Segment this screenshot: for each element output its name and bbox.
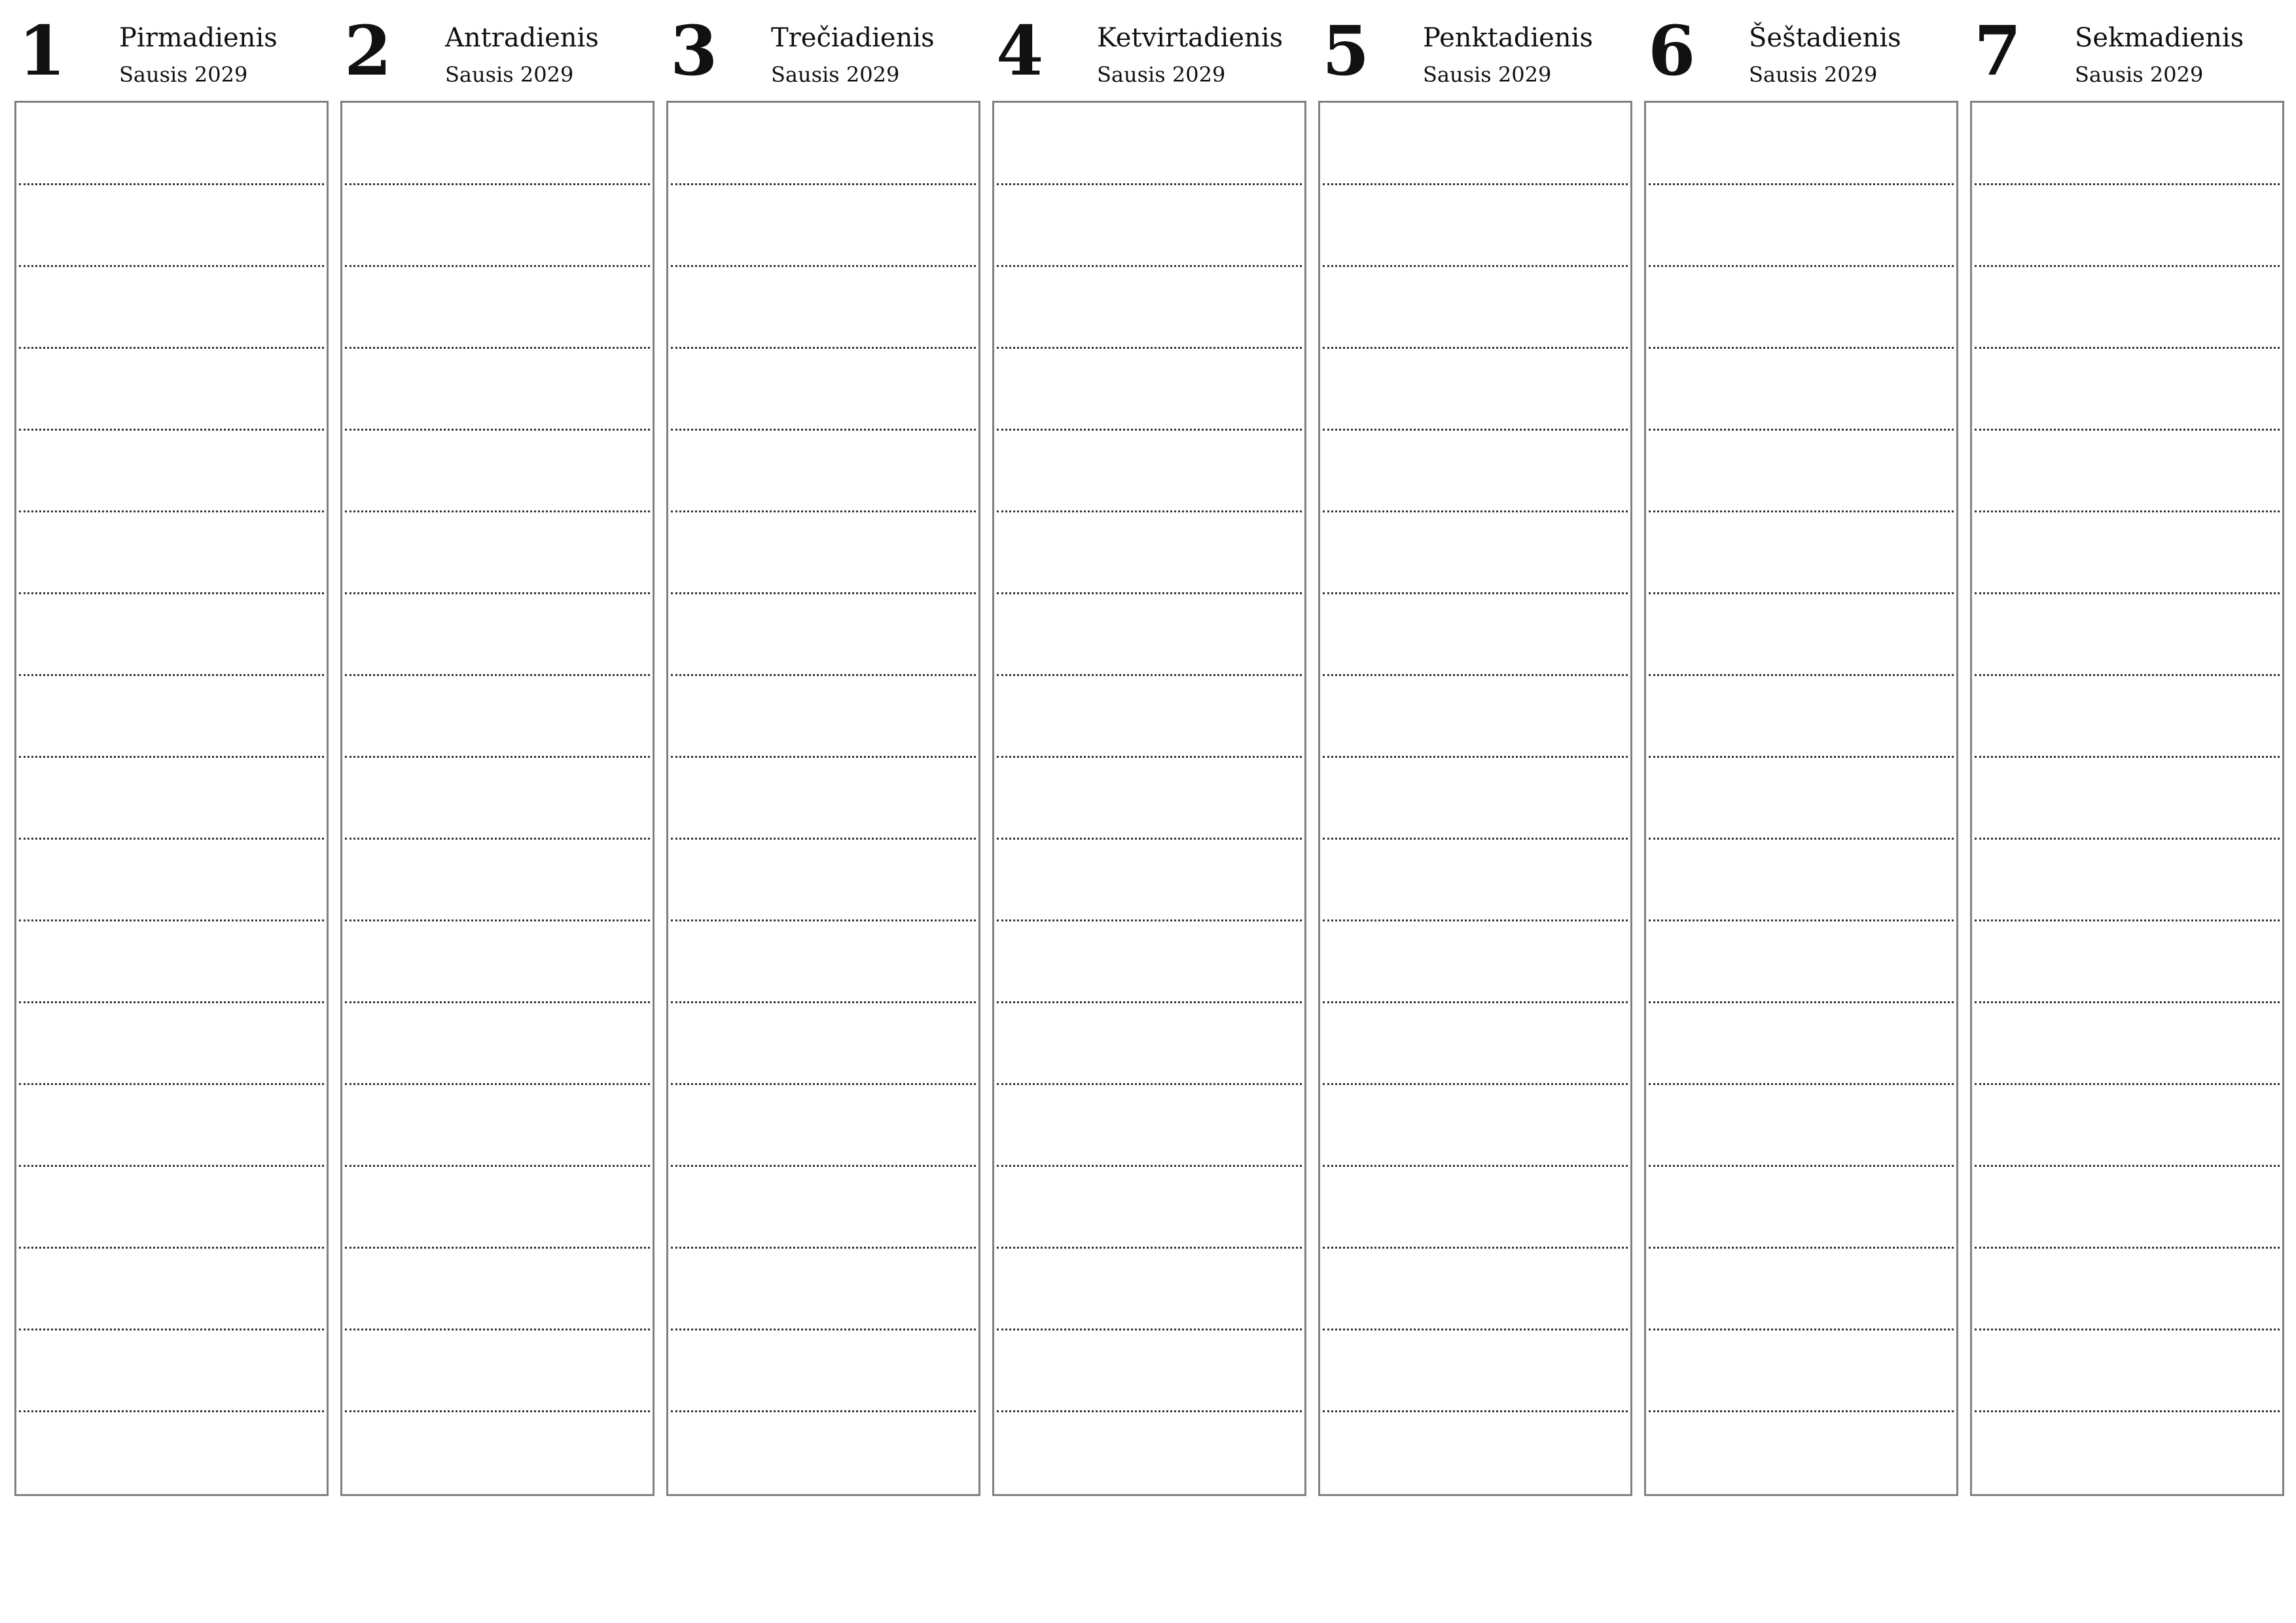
- ruled-line: [19, 1083, 324, 1085]
- ruled-line: [671, 429, 976, 431]
- ruled-line: [19, 1247, 324, 1249]
- ruled-line: [997, 1329, 1302, 1330]
- ruled-line: [997, 183, 1302, 185]
- ruled-line: [671, 674, 976, 676]
- day-header: [1970, 0, 2283, 98]
- weekday-name: Sekmadienis: [2075, 23, 2244, 53]
- day-notes-box: [1644, 101, 1958, 1496]
- day-header: [1318, 0, 1631, 98]
- ruled-line: [1323, 1001, 1628, 1003]
- ruled-line: [19, 1165, 324, 1167]
- ruled-line: [1323, 756, 1628, 758]
- day-header: [992, 0, 1305, 98]
- weekday-name: Ketvirtadienis: [1097, 23, 1283, 53]
- ruled-line: [19, 510, 324, 512]
- ruled-line: [997, 1410, 1302, 1412]
- ruled-line: [997, 1247, 1302, 1249]
- ruled-line: [1649, 919, 1954, 921]
- ruled-line: [19, 919, 324, 921]
- ruled-line: [19, 265, 324, 267]
- day-notes-box: [1970, 101, 2284, 1496]
- ruled-line: [1323, 838, 1628, 840]
- ruled-line: [997, 1165, 1302, 1167]
- ruled-line: [997, 919, 1302, 921]
- weekday-name: Pirmadienis: [119, 23, 278, 53]
- ruled-line: [671, 1410, 976, 1412]
- ruled-line: [1975, 1410, 2280, 1412]
- ruled-line: [19, 674, 324, 676]
- month-year: Sausis 2029: [1423, 62, 1552, 87]
- ruled-line: [1975, 510, 2280, 512]
- month-year: Sausis 2029: [445, 62, 574, 87]
- ruled-line: [1323, 183, 1628, 185]
- day-column-5: [1318, 0, 1631, 1499]
- ruled-line: [1649, 1247, 1954, 1249]
- day-column-1: [14, 0, 327, 1499]
- ruled-line: [1323, 1165, 1628, 1167]
- ruled-line: [345, 1083, 650, 1085]
- ruled-line: [345, 183, 650, 185]
- ruled-line: [997, 756, 1302, 758]
- ruled-line: [1975, 1329, 2280, 1330]
- ruled-line: [345, 756, 650, 758]
- ruled-line: [671, 919, 976, 921]
- day-number: 2: [344, 10, 392, 91]
- ruled-line: [671, 265, 976, 267]
- weekday-name: Šeštadienis: [1749, 23, 1901, 53]
- ruled-line: [19, 592, 324, 594]
- ruled-line: [997, 1001, 1302, 1003]
- ruled-line: [345, 1165, 650, 1167]
- day-notes-box: [992, 101, 1306, 1496]
- ruled-line: [345, 919, 650, 921]
- ruled-line: [345, 510, 650, 512]
- weekday-name: Trečiadienis: [771, 23, 935, 53]
- ruled-line: [1649, 838, 1954, 840]
- ruled-line: [671, 1165, 976, 1167]
- ruled-line: [345, 1410, 650, 1412]
- month-year: Sausis 2029: [771, 62, 900, 87]
- day-number: 3: [670, 10, 718, 91]
- ruled-line: [1975, 429, 2280, 431]
- ruled-line: [345, 674, 650, 676]
- ruled-line: [1975, 838, 2280, 840]
- ruled-line: [997, 1083, 1302, 1085]
- ruled-line: [997, 429, 1302, 431]
- day-number: 4: [996, 10, 1044, 91]
- day-number: 7: [1974, 10, 2022, 91]
- ruled-line: [19, 838, 324, 840]
- ruled-line: [1649, 674, 1954, 676]
- day-column-2: [340, 0, 653, 1499]
- ruled-line: [1323, 265, 1628, 267]
- ruled-line: [1649, 1410, 1954, 1412]
- ruled-line: [1975, 1001, 2280, 1003]
- day-column-6: [1644, 0, 1957, 1499]
- ruled-line: [671, 183, 976, 185]
- ruled-line: [1649, 756, 1954, 758]
- day-notes-box: [14, 101, 329, 1496]
- ruled-line: [345, 429, 650, 431]
- ruled-line: [997, 347, 1302, 349]
- ruled-line: [1649, 592, 1954, 594]
- ruled-line: [19, 1329, 324, 1330]
- ruled-line: [1323, 510, 1628, 512]
- ruled-line: [1975, 1165, 2280, 1167]
- ruled-line: [1975, 756, 2280, 758]
- ruled-line: [1323, 1247, 1628, 1249]
- ruled-line: [1649, 1083, 1954, 1085]
- ruled-line: [1323, 674, 1628, 676]
- ruled-line: [997, 674, 1302, 676]
- ruled-line: [345, 1247, 650, 1249]
- weekday-name: Antradienis: [445, 23, 599, 53]
- day-number: 5: [1322, 10, 1370, 91]
- ruled-line: [345, 1329, 650, 1330]
- day-header: [340, 0, 653, 98]
- ruled-line: [1975, 1083, 2280, 1085]
- day-number: 6: [1648, 10, 1696, 91]
- day-notes-box: [340, 101, 655, 1496]
- ruled-line: [1323, 1083, 1628, 1085]
- ruled-line: [1649, 1165, 1954, 1167]
- day-column-4: [992, 0, 1305, 1499]
- ruled-line: [1323, 592, 1628, 594]
- ruled-line: [997, 265, 1302, 267]
- ruled-line: [345, 592, 650, 594]
- ruled-line: [671, 756, 976, 758]
- day-header: [1644, 0, 1957, 98]
- weekday-name: Penktadienis: [1423, 23, 1593, 53]
- ruled-line: [19, 183, 324, 185]
- ruled-line: [1649, 265, 1954, 267]
- day-column-7: [1970, 0, 2283, 1499]
- ruled-line: [19, 429, 324, 431]
- ruled-line: [1649, 183, 1954, 185]
- ruled-line: [19, 1410, 324, 1412]
- ruled-line: [1649, 429, 1954, 431]
- ruled-line: [997, 592, 1302, 594]
- ruled-line: [1323, 347, 1628, 349]
- ruled-line: [671, 510, 976, 512]
- ruled-line: [19, 756, 324, 758]
- ruled-line: [997, 838, 1302, 840]
- ruled-line: [671, 347, 976, 349]
- ruled-line: [1975, 592, 2280, 594]
- ruled-line: [345, 265, 650, 267]
- ruled-line: [671, 1083, 976, 1085]
- ruled-line: [1975, 265, 2280, 267]
- ruled-line: [1323, 919, 1628, 921]
- day-notes-box: [1318, 101, 1632, 1496]
- ruled-line: [1649, 1001, 1954, 1003]
- ruled-line: [1649, 510, 1954, 512]
- day-column-3: [666, 0, 979, 1499]
- ruled-line: [1649, 1329, 1954, 1330]
- ruled-line: [1323, 429, 1628, 431]
- ruled-line: [671, 1247, 976, 1249]
- month-year: Sausis 2029: [1097, 62, 1226, 87]
- month-year: Sausis 2029: [2075, 62, 2204, 87]
- ruled-line: [1975, 919, 2280, 921]
- ruled-line: [1975, 674, 2280, 676]
- ruled-line: [1649, 347, 1954, 349]
- ruled-line: [671, 1001, 976, 1003]
- month-year: Sausis 2029: [1749, 62, 1878, 87]
- ruled-line: [1323, 1410, 1628, 1412]
- ruled-line: [671, 1329, 976, 1330]
- ruled-line: [345, 1001, 650, 1003]
- day-number: 1: [18, 10, 66, 91]
- ruled-line: [997, 510, 1302, 512]
- ruled-line: [1975, 1247, 2280, 1249]
- ruled-line: [19, 347, 324, 349]
- ruled-line: [671, 838, 976, 840]
- day-header: [14, 0, 327, 98]
- ruled-line: [345, 838, 650, 840]
- ruled-line: [671, 592, 976, 594]
- ruled-line: [1975, 183, 2280, 185]
- day-header: [666, 0, 979, 98]
- day-notes-box: [666, 101, 980, 1496]
- month-year: Sausis 2029: [119, 62, 248, 87]
- ruled-line: [1323, 1329, 1628, 1330]
- ruled-line: [19, 1001, 324, 1003]
- ruled-line: [1975, 347, 2280, 349]
- ruled-line: [345, 347, 650, 349]
